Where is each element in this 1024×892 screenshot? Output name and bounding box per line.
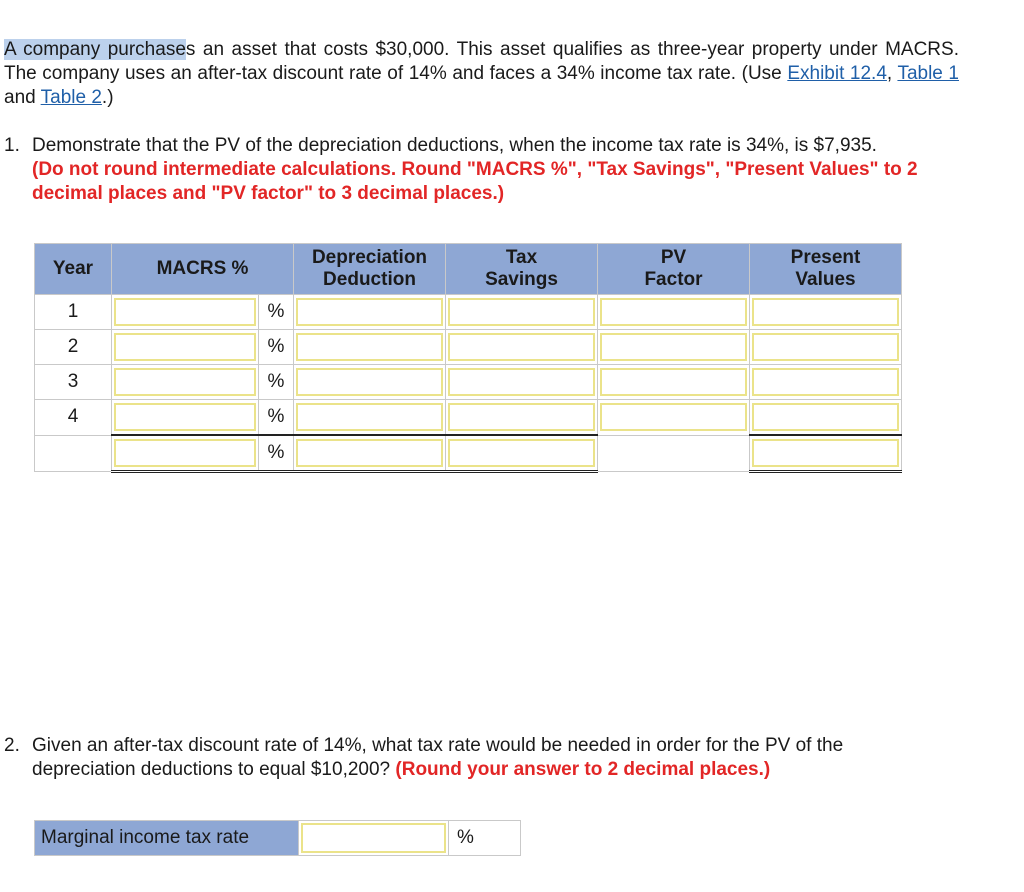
table-row <box>35 330 902 365</box>
exhibit-12-4-link[interactable]: Exhibit 12.4 <box>787 63 887 84</box>
total-macrs-input[interactable] <box>114 439 256 467</box>
question-1-text: Demonstrate that the PV of the depreciation deductions, when the income tax rate is 34%, is $7,935. <box>32 135 877 156</box>
col-year-header: Year <box>35 244 112 295</box>
depreciation-input[interactable] <box>296 368 443 396</box>
total-present-value-input[interactable] <box>752 439 899 467</box>
table-row <box>35 400 902 436</box>
col-pv-factor-header: PV Factor <box>598 244 750 295</box>
total-row <box>35 435 902 472</box>
year-cell: 1 <box>35 295 112 330</box>
col-tax-savings-header: Tax Savings <box>446 244 598 295</box>
tax-rate-input[interactable] <box>301 823 446 853</box>
table-row <box>35 365 902 400</box>
table-2-link[interactable]: Table 2 <box>40 87 102 108</box>
pv-factor-input[interactable] <box>600 333 747 361</box>
macrs-input[interactable] <box>114 368 256 396</box>
percent-sign: % <box>259 330 294 365</box>
question-2-number: 2. <box>4 735 20 756</box>
depreciation-table <box>34 243 902 473</box>
table-row <box>35 295 902 330</box>
percent-sign: % <box>259 400 294 436</box>
depreciation-input[interactable] <box>296 403 443 431</box>
problem-intro: A company purchases an asset that costs $30,000. This asset qualifies as three-year property under MACRS. The company uses an after-tax discount rate of 14% and faces a 34% income tax rate. (Use Exhibit 12.4, Table 1 and Table 2.) <box>4 39 959 108</box>
present-value-input[interactable] <box>752 333 899 361</box>
tax-savings-input[interactable] <box>448 403 595 431</box>
macrs-input[interactable] <box>114 298 256 326</box>
pv-factor-input[interactable] <box>600 368 747 396</box>
table-1-link[interactable]: Table 1 <box>897 63 959 84</box>
percent-sign: % <box>259 295 294 330</box>
question-2-instruction: (Round your answer to 2 decimal places.) <box>395 759 771 780</box>
year-cell: 2 <box>35 330 112 365</box>
total-tax-savings-input[interactable] <box>448 439 595 467</box>
macrs-input[interactable] <box>114 333 256 361</box>
tax-rate-label: Marginal income tax rate <box>34 820 299 856</box>
tax-savings-input[interactable] <box>448 298 595 326</box>
tax-savings-input[interactable] <box>448 333 595 361</box>
col-macrs-header: MACRS % <box>112 244 294 295</box>
present-value-input[interactable] <box>752 298 899 326</box>
percent-sign: % <box>449 820 521 856</box>
question-1 <box>4 134 954 206</box>
year-cell: 4 <box>35 400 112 436</box>
year-cell: 3 <box>35 365 112 400</box>
percent-sign: % <box>259 435 294 472</box>
present-value-input[interactable] <box>752 368 899 396</box>
col-present-values-header: Present Values <box>750 244 902 295</box>
pv-factor-input[interactable] <box>600 403 747 431</box>
col-depreciation-header: Depreciation Deduction <box>294 244 446 295</box>
depreciation-input[interactable] <box>296 298 443 326</box>
total-depreciation-input[interactable] <box>296 439 443 467</box>
table-header-row <box>35 244 902 295</box>
depreciation-input[interactable] <box>296 333 443 361</box>
question-1-instruction: (Do not round intermediate calculations. Round "MACRS %", "Tax Savings", "Present Values" to 2 decimal places and "PV factor" to 3 decimal places.) <box>32 159 918 204</box>
pv-factor-input[interactable] <box>600 298 747 326</box>
present-value-input[interactable] <box>752 403 899 431</box>
total-year-cell <box>35 435 112 472</box>
selected-text: A company purchase <box>4 39 186 60</box>
percent-sign: % <box>259 365 294 400</box>
tax-savings-input[interactable] <box>448 368 595 396</box>
total-pv-factor-cell <box>598 435 750 472</box>
question-1-number: 1. <box>4 135 20 156</box>
question-2 <box>4 734 934 782</box>
question-2-text: Given an after-tax discount rate of 14%, what tax rate would be needed in order for the PV of the depreciation deductions to equal $10,200? <box>32 735 844 780</box>
tax-rate-answer-row <box>34 820 521 856</box>
macrs-input[interactable] <box>114 403 256 431</box>
